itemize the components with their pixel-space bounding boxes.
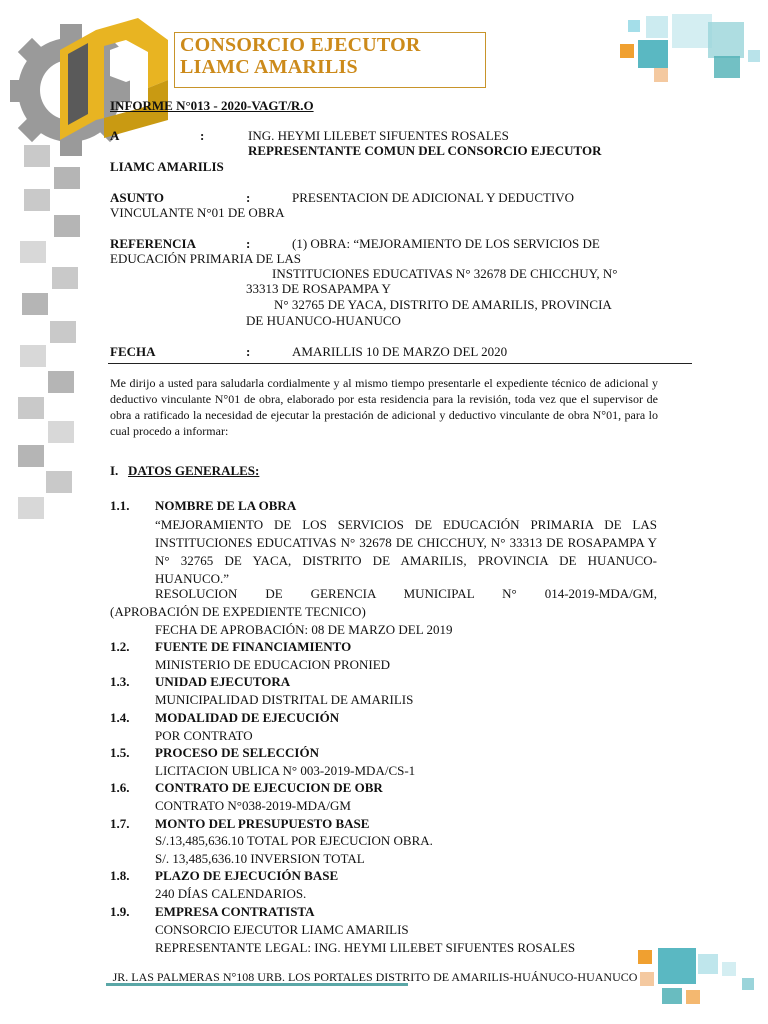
subject-line-1: PRESENTACION DE ADICIONAL Y DEDUCTIVO <box>292 190 575 205</box>
item-3-title: UNIDAD EJECUTORA <box>155 674 291 689</box>
company-title-line-2: LIAMC AMARILIS <box>180 56 358 78</box>
item-6-title: CONTRATO DE EJECUCION DE OBR <box>155 780 383 795</box>
item-1-approval-date: FECHA DE APROBACIÓN: 08 DE MARZO DEL 2019 <box>155 622 453 637</box>
date-label: FECHA <box>110 344 156 359</box>
item-1-number: 1.1. <box>110 498 130 513</box>
report-number: INFORME N°013 - 2020-VAGT/R.O <box>110 98 314 113</box>
item-1-resolution-2: (APROBACIÓN DE EXPEDIENTE TECNICO) <box>110 604 366 619</box>
item-1-text: “MEJORAMIENTO DE LOS SERVICIOS DE EDUCACIÓN PRIMARIA DE LAS INSTITUCIONES EDUCATIVAS N° 32678 DE CHICCHUY, N° 33313 DE ROSAPAMPA Y N° 32765 DE YACA, DISTRITO DE AMARILIS, PROVINCIA DE HUANUCO-HUANUCO.” <box>155 517 657 586</box>
item-2-title: FUENTE DE FINANCIAMIENTO <box>155 639 352 654</box>
item-9-number: 1.9. <box>110 904 130 919</box>
reference-line-1: (1) OBRA: “MEJORAMIENTO DE LOS SERVICIOS DE <box>292 236 600 251</box>
decorative-tiles-bottom <box>632 944 768 1008</box>
item-2-number: 1.2. <box>110 639 130 654</box>
item-1-title: NOMBRE DE LA OBRA <box>155 498 297 513</box>
item-4-text: POR CONTRATO <box>155 728 253 743</box>
footer-address: JR. LAS PALMERAS N°108 URB. LOS PORTALES DISTRITO DE AMARILIS-HUÁNUCO-HUANUCO <box>112 970 638 984</box>
reference-line-3: INSTITUCIONES EDUCATIVAS N° 32678 DE CHICCHUY, N° <box>272 266 618 281</box>
company-title-line-1: CONSORCIO EJECUTOR <box>180 34 421 56</box>
item-5-text: LICITACION UBLICA N° 003-2019-MDA/CS-1 <box>155 763 416 778</box>
company-title-box <box>174 32 486 88</box>
decorative-checker-left <box>14 140 84 530</box>
item-9-text-1: CONSORCIO EJECUTOR LIAMC AMARILIS <box>155 922 409 937</box>
reference-line-2: EDUCACIÓN PRIMARIA DE LAS <box>110 251 302 266</box>
subject-colon: : <box>246 190 251 205</box>
date-value: AMARILLIS 10 DE MARZO DEL 2020 <box>292 344 508 359</box>
reference-line-6: DE HUANUCO-HUANUCO <box>246 313 401 328</box>
to-org: LIAMC AMARILIS <box>110 159 224 174</box>
subject-line-2: VINCULANTE N°01 DE OBRA <box>110 205 285 220</box>
item-2-text: MINISTERIO DE EDUCACION PRONIED <box>155 657 391 672</box>
section-number: I. <box>110 463 119 478</box>
decorative-tiles-top <box>598 10 768 90</box>
company-logo <box>8 10 173 160</box>
item-3-number: 1.3. <box>110 674 130 689</box>
item-6-number: 1.6. <box>110 780 130 795</box>
to-colon: : <box>200 128 205 143</box>
item-4-title: MODALIDAD DE EJECUCIÓN <box>155 710 340 725</box>
item-6-text: CONTRATO N°038-2019-MDA/GM <box>155 798 351 813</box>
item-7-text-2: S/. 13,485,636.10 INVERSION TOTAL <box>155 851 365 866</box>
item-1-resolution: RESOLUCION DE GERENCIA MUNICIPAL N° 014-2019-MDA/GM, <box>155 586 657 601</box>
item-4-number: 1.4. <box>110 710 130 725</box>
item-8-title: PLAZO DE EJECUCIÓN BASE <box>155 868 339 883</box>
item-9-text-2: REPRESENTANTE LEGAL: ING. HEYMI LILEBET SIFUENTES ROSALES <box>155 940 576 955</box>
item-9-title: EMPRESA CONTRATISTA <box>155 904 315 919</box>
item-5-title: PROCESO DE SELECCIÓN <box>155 745 319 760</box>
reference-label: REFERENCIA <box>110 236 196 251</box>
item-8-number: 1.8. <box>110 868 130 883</box>
section-title: DATOS GENERALES: <box>128 463 260 478</box>
item-5-number: 1.5. <box>110 745 130 760</box>
subject-label: ASUNTO <box>110 190 164 205</box>
date-colon: : <box>246 344 251 359</box>
to-role: REPRESENTANTE COMUN DEL CONSORCIO EJECUTOR <box>248 143 602 158</box>
intro-paragraph: Me dirijo a usted para saludarla cordialmente y al mismo tiempo presentarle el expediente técnico de adicional y deductivo vinculante N°01 de obra, elaborado por esta residencia para la revisión, toda vez que el supervisor de obra a ratificado la necesidad de ejecutar la prestación de adicional y deductivo vinculante de obra N°01, para lo cual procedo a informar: <box>110 376 658 438</box>
item-3-text: MUNICIPALIDAD DISTRITAL DE AMARILIS <box>155 692 414 707</box>
item-7-text-1: S/.13,485,636.10 TOTAL POR EJECUCION OBRA. <box>155 833 433 848</box>
reference-colon: : <box>246 236 251 251</box>
item-7-title: MONTO DEL PRESUPUESTO BASE <box>155 816 370 831</box>
to-name: ING. HEYMI LILEBET SIFUENTES ROSALES <box>248 128 509 143</box>
reference-line-5: N° 32765 DE YACA, DISTRITO DE AMARILIS, PROVINCIA <box>274 297 612 312</box>
header-divider <box>108 363 692 364</box>
item-7-number: 1.7. <box>110 816 130 831</box>
reference-line-4: 33313 DE ROSAPAMPA Y <box>246 281 391 296</box>
to-label: A <box>110 128 120 143</box>
item-8-text: 240 DÍAS CALENDARIOS. <box>155 886 307 901</box>
